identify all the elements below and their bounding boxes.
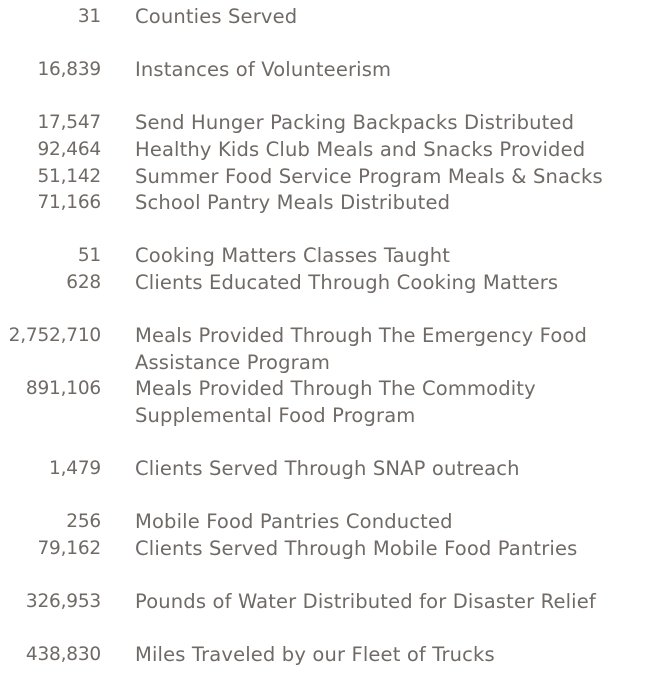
- group-spacer: [0, 616, 652, 643]
- stat-label: Pounds of Water Distributed for Disaster Relief: [135, 590, 596, 614]
- stat-row: [0, 190, 652, 217]
- stat-label: Miles Traveled by our Fleet of Trucks: [135, 643, 495, 667]
- group-spacer: [0, 562, 652, 589]
- stat-value: 256: [66, 511, 101, 533]
- stat-label: Cooking Matters Classes Taught: [135, 244, 451, 268]
- stat-row: [0, 270, 652, 297]
- stat-group-federal-programs: [0, 323, 652, 429]
- stat-value: 79,162: [37, 537, 101, 559]
- stat-value: 326,953: [25, 591, 101, 613]
- stat-value: 51: [77, 245, 101, 267]
- stat-row: [0, 642, 652, 669]
- stat-row: [0, 323, 652, 376]
- stat-label: Summer Food Service Program Meals & Snacks: [135, 164, 603, 188]
- stat-value: 2,752,710: [8, 325, 101, 347]
- stat-row: [0, 243, 652, 270]
- stat-group-snap: [0, 456, 652, 483]
- stat-label-line: Supplemental Food Program: [135, 403, 416, 427]
- stat-value: 1,479: [49, 458, 101, 480]
- stat-row: [0, 164, 652, 191]
- stat-row: [0, 137, 652, 164]
- stat-row: [0, 110, 652, 137]
- stat-label: Instances of Volunteerism: [135, 58, 392, 82]
- stat-row: [0, 536, 652, 563]
- stat-group-mobile-pantries: [0, 509, 652, 562]
- stat-label: Mobile Food Pantries Conducted: [135, 510, 453, 534]
- stat-label: Clients Educated Through Cooking Matters: [135, 270, 559, 294]
- stat-value: 17,547: [37, 112, 101, 134]
- stat-label: School Pantry Meals Distributed: [135, 191, 451, 215]
- stat-label: Clients Served Through SNAP outreach: [135, 457, 520, 481]
- stat-group-cooking-matters: [0, 243, 652, 296]
- stat-value: 31: [77, 6, 101, 27]
- stat-row: [0, 589, 652, 616]
- stat-group-counties: [0, 4, 652, 31]
- stat-group-volunteerism: [0, 57, 652, 84]
- stat-value: 51,142: [37, 165, 101, 187]
- stat-label: [135, 323, 652, 376]
- stat-row: [0, 4, 652, 31]
- group-spacer: [0, 84, 652, 111]
- stat-label: Healthy Kids Club Meals and Snacks Provided: [135, 137, 586, 161]
- stat-label: Clients Served Through Mobile Food Pantries: [135, 536, 578, 560]
- stat-label: Counties Served: [135, 5, 298, 28]
- stat-label-line: Meals Provided Through The Commodity: [135, 377, 536, 401]
- group-spacer: [0, 430, 652, 457]
- stat-row: [0, 509, 652, 536]
- stat-value: 891,106: [25, 378, 101, 400]
- stat-label: Send Hunger Packing Backpacks Distributed: [135, 111, 575, 135]
- stat-label-line: Assistance Program: [135, 350, 331, 374]
- stat-group-youth-programs: [0, 110, 652, 216]
- group-spacer: [0, 297, 652, 324]
- stat-value: 628: [66, 271, 101, 293]
- stat-row: [0, 57, 652, 84]
- group-spacer: [0, 31, 652, 58]
- stat-group-fleet: [0, 642, 652, 669]
- stat-value: 438,830: [25, 644, 101, 666]
- stat-row: [0, 456, 652, 483]
- stat-label: [135, 376, 652, 429]
- stat-value: 71,166: [37, 192, 101, 214]
- group-spacer: [0, 483, 652, 510]
- stat-label-line: Meals Provided Through The Emergency Food: [135, 324, 588, 348]
- stat-value: 92,464: [37, 138, 101, 160]
- group-spacer: [0, 217, 652, 244]
- stat-value: 16,839: [37, 59, 101, 81]
- stat-group-disaster-relief: [0, 589, 652, 616]
- stat-row: [0, 376, 652, 429]
